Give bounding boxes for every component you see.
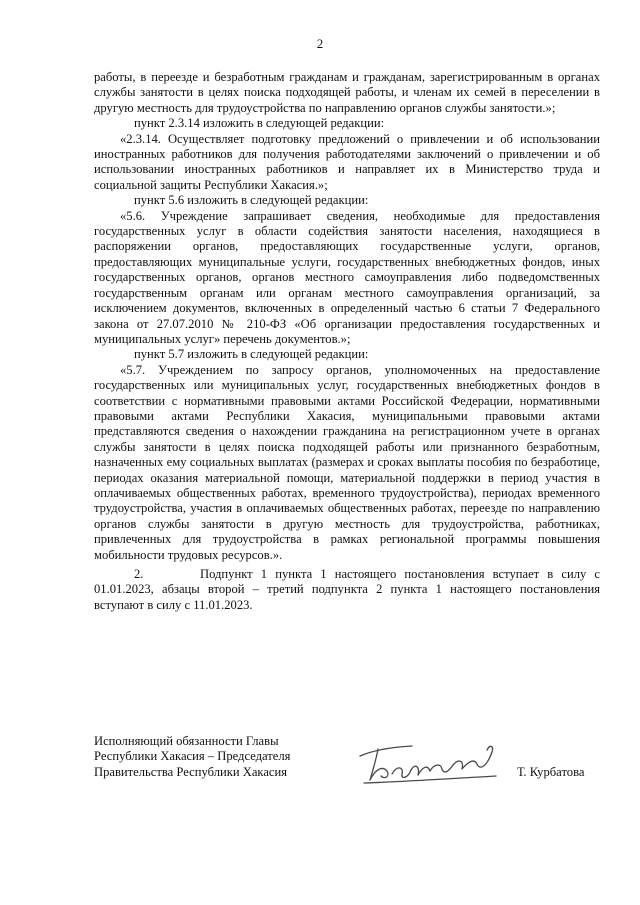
paragraph-clause-5-6: «5.6. Учреждение запрашивает сведения, необходимые для предоставления государственных услуг в области содействия занятости населения, находящиеся в распоряжении органов, предоставляющих государственные услуги, органов, предоставляющих муниципальные услуги, государственных внебюджетных фондов, иных государственных органов, органов местного самоуправления либо подведомственных государственным органам или органам местного самоуправления организаций, за исключением документов, включенных в определенный частью 6 статьи 7 Федерального закона от 27.07.2010 № 210-ФЗ «Об организации предоставления государственных и муниципальных услуг» перечень документов.»; (94, 208, 600, 346)
item-2-text: Подпункт 1 пункта 1 настоящего постановления вступает в силу с 01.01.2023, абзацы второй – третий подпункта 2 пункта 1 настоящего постановления вступают в силу с 11.01.2023. (94, 567, 600, 612)
signature-block (94, 734, 614, 794)
signer-name: Т. Курбатова (517, 765, 585, 779)
paragraph-continuation: работы, в переезде и безработным гражданам и гражданам, зарегистрированным в органах службы занятости в целях поиска подходящей работы, и членам их семей в переселении в другую местность для трудоустройства по направлению органов службы занятости.»; (94, 70, 600, 115)
signatory-title (94, 734, 290, 780)
paragraph-clause-5-7: «5.7. Учреждением по запросу органов, уполномоченных на предоставление государственных или муниципальных услуг, государственных внебюджетных фондов в соответствии с нормативными правовыми актами Российской Федерации, нормативными правовыми актами Республики Хакасия, муниципальными правовыми актами представляются сведения о нахождении гражданина на регистрационном учете в органах службы занятости в целях поиска подходящей работы или признанного безработным, назначенных ему социальных выплатах (размерах и сроках выплаты пособия по безработице, периодах оказания материальной помощи, материальной поддержки в период участия в оплачиваемых общественных работах, временного трудоустройства), периодах временного трудоустройства, участия в оплачиваемых общественных работах, переезде по направлению органов службы занятости в другую местность для трудоустройства, работниках, привлеченных для трудоустройства в рамках региональной программы повышения мобильности трудовых ресурсов.». (94, 362, 600, 562)
page-number: 2 (316, 36, 324, 51)
paragraph-instruction-5-7: пункт 5.7 изложить в следующей редакции: (134, 347, 369, 362)
paragraph-instruction-2-3-14: пункт 2.3.14 изложить в следующей редакции: (134, 116, 385, 131)
item-2-number: 2. (134, 567, 144, 581)
paragraph-item-2 (94, 567, 600, 613)
signatory-title-line-1: Исполняющий обязанности Главы (94, 734, 279, 748)
document-body (94, 70, 600, 613)
paragraph-clause-2-3-14: «2.3.14. Осуществляет подготовку предложений о привлечении и об использовании иностранных работников для получения работодателями заключений о привлечении и об использовании иностранных работников и направляет их в Министерство труда и социальной защиты Республики Хакасия.»; (94, 131, 600, 192)
signatory-title-line-2: Республики Хакасия – Председателя (94, 749, 291, 764)
paragraph-instruction-5-6: пункт 5.6 изложить в следующей редакции: (134, 193, 369, 208)
signatory-title-line-3: Правительства Республики Хакасия (94, 764, 288, 779)
handwritten-signature (356, 738, 516, 788)
